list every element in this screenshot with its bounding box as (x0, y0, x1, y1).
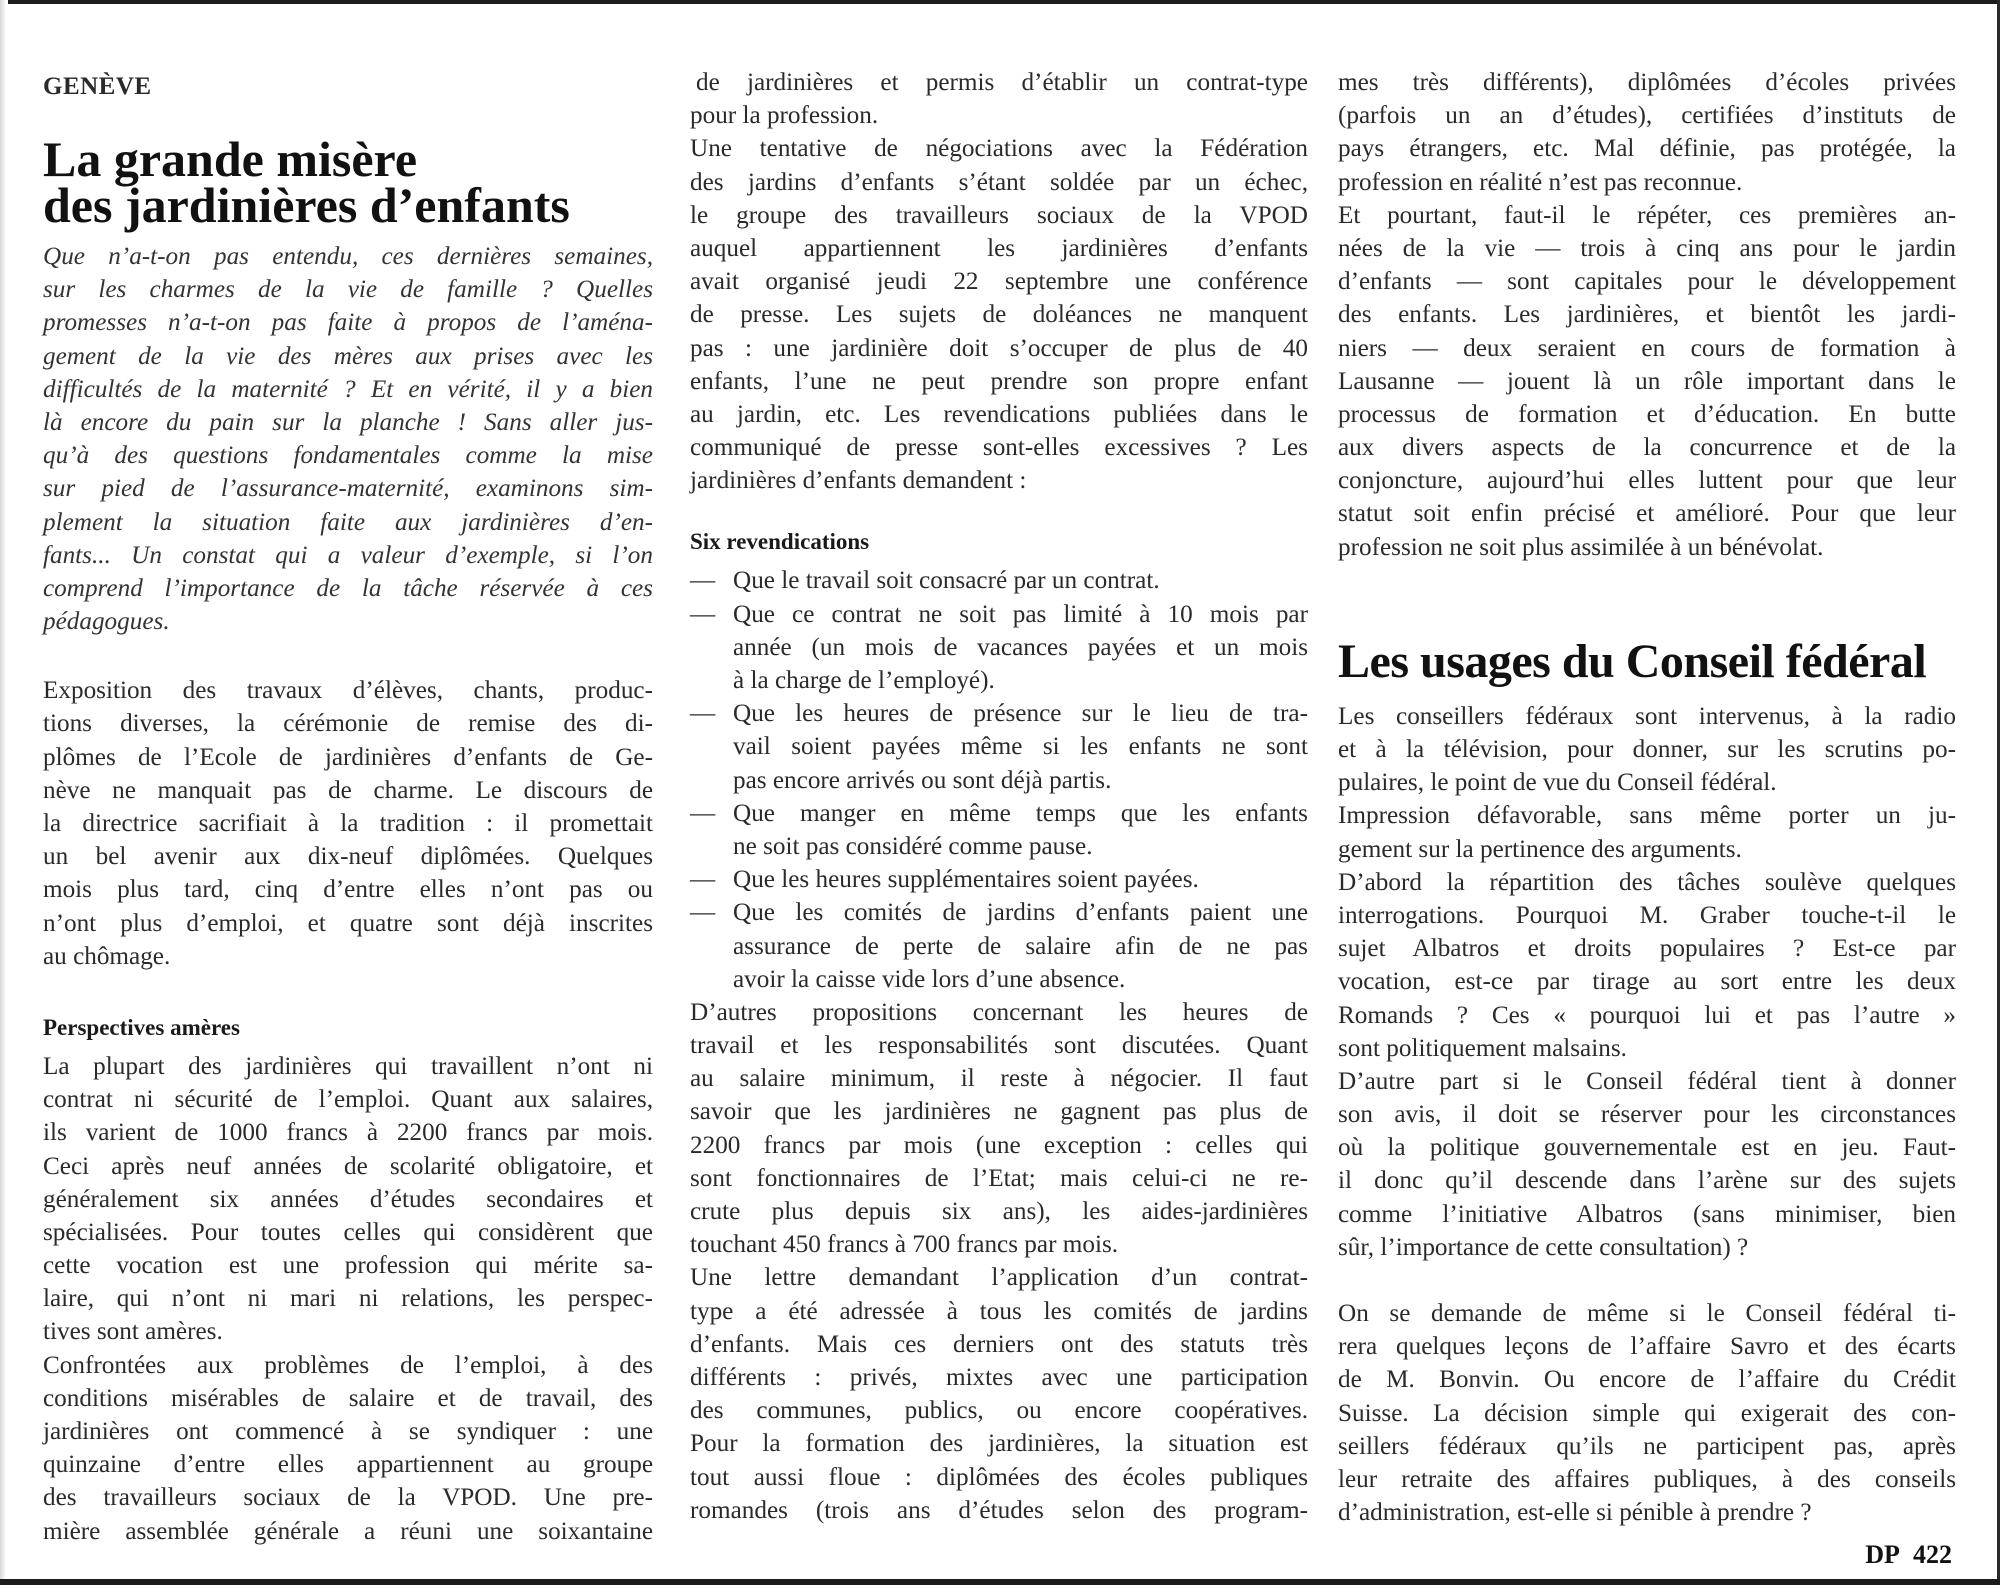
article2-paragraph-2 (1338, 799, 1956, 865)
text-line: communiqué de presse sont-elles excessives ? Les (690, 434, 1308, 462)
paragraph-continuation (1338, 66, 1956, 199)
text-line: statut soit enfin précisé et amélioré. Pour que leur (1338, 500, 1956, 528)
text-line: profession en réalité n’est pas reconnue. (1338, 168, 1743, 196)
demand-item (690, 564, 1308, 597)
text-line: conditions misérables de salaire et de travail, des (43, 1384, 653, 1412)
text-line: 2200 francs par mois (une exception : celles qui (690, 1131, 1308, 1159)
page-footer-issue: DP 422 (1865, 1540, 1952, 1569)
text-line: Suisse. La décision simple qui exigerait des con- (1338, 1399, 1956, 1427)
text-line: Que manger en même temps que les enfants (733, 799, 1308, 827)
text-line: Pour la formation des jardinières, la situation est (690, 1430, 1308, 1458)
text-line: La plupart des jardinières qui travaillent n’ont ni (43, 1052, 653, 1080)
text-line: tout aussi floue : diplômées des écoles publiques (690, 1463, 1308, 1491)
demand-item (690, 863, 1308, 896)
text-line: tions diverses, la cérémonie de remise des di- (43, 710, 653, 738)
paragraph-confrontees (43, 1349, 653, 1548)
text-line: D’autres propositions concernant les heures de (690, 998, 1308, 1026)
article2-paragraph-4 (1338, 1065, 1956, 1264)
text-line: mière assemblée générale a réuni une soixantaine (43, 1517, 653, 1545)
text-line: pulaires, le point de vue du Conseil fédéral. (1338, 769, 1777, 797)
text-line: Lausanne — jouent là un rôle important dans le (1338, 367, 1956, 395)
text-line: comme l’initiative Albatros (sans minimiser, bien (1338, 1200, 1956, 1228)
text-line: le groupe des travailleurs sociaux de la VPOD (690, 201, 1308, 229)
text-line: année (un mois de vacances payées et un mois (733, 633, 1308, 661)
text-line: avoir la caisse vide lors d’une absence. (733, 965, 1126, 993)
text-line: On se demande de même si le Conseil fédéral ti- (1338, 1300, 1956, 1327)
text-line: romandes (trois ans d’études selon des program- (690, 1496, 1308, 1524)
text-line: de presse. Les sujets de doléances ne manquent (690, 301, 1308, 329)
dash-bullet-icon: — (690, 799, 716, 827)
subheading-revendications: Six revendications (690, 529, 870, 555)
text-line: processus de formation et d’éducation. En butte (1338, 400, 1956, 428)
text-line: des travailleurs sociaux de la VPOD. Une pre- (43, 1484, 653, 1512)
paragraph-continuation (690, 66, 1308, 132)
text-line: et à la télévision, pour donner, sur les scrutins po- (1338, 736, 1956, 763)
paragraph-intro (43, 674, 653, 973)
text-line: interrogations. Pourquoi M. Graber touche-t-il le (1338, 901, 1956, 929)
text-line: pédagogues. (43, 608, 170, 636)
text-line: crute plus depuis six ans), les aides-jardinières (690, 1198, 1308, 1225)
text-line: (parfois un an d’études), certifiées d’instituts de (1338, 102, 1956, 130)
text-line: de M. Bonvin. Ou encore de l’affaire du Crédit (1338, 1366, 1956, 1394)
text-line: auquel appartiennent les jardinières d’enfants (690, 234, 1308, 262)
text-line: plement la situation faite aux jardinières d’en- (43, 508, 653, 536)
text-line: plômes de l’Ecole de jardinières d’enfants de Ge- (43, 743, 653, 771)
text-line: sujet Albatros et droits populaires ? Est-ce par (1338, 935, 1956, 963)
subheading-perspectives: Perspectives amères (43, 1014, 240, 1040)
text-line: jardinières ont commencé à se syndiquer : une (43, 1418, 653, 1445)
text-line: des jardins d’enfants s’étant soldée par un échec, (690, 168, 1308, 196)
text-line: Les conseillers fédéraux sont intervenus, à la radio (1338, 702, 1956, 730)
text-line: Que ce contrat ne soit pas limité à 10 mois par (733, 600, 1308, 628)
text-line: Que le travail soit consacré par un contrat. (733, 567, 1160, 595)
text-line: rera quelques leçons de l’affaire Savro et des écarts (1338, 1333, 1956, 1361)
text-line: sont politiquement malsains. (1338, 1034, 1627, 1062)
text-line: nées de la vie — trois à cinq ans pour le jardin (1338, 234, 1956, 262)
text-line: niers — deux seraient en cours de formation à (1338, 334, 1956, 362)
text-line: seillers fédéraux qu’ils ne participent pas, après (1338, 1432, 1956, 1460)
text-line: savoir que les jardinières ne gagnent pas plus de (690, 1098, 1308, 1126)
text-line: ils varient de 1000 francs à 2200 francs par mois. (43, 1119, 653, 1147)
text-line: Une lettre demandant l’application d’un contrat- (690, 1264, 1308, 1292)
page-edge-bottom (0, 1579, 2000, 1585)
text-line: pas : une jardinière doit s’occuper de plus de 40 (690, 334, 1308, 362)
text-line: Impression défavorable, sans même porter un ju- (1338, 802, 1956, 830)
article2-paragraph-1 (1338, 700, 1956, 800)
article-headline (43, 131, 653, 233)
text-line: jardinières d’enfants demandent : (690, 467, 1027, 495)
text-line: vail soient payées même si les enfants ne sont (733, 733, 1308, 761)
text-line: Que n’a-t-on pas entendu, ces dernières semaines, (43, 243, 653, 270)
text-line: sur les charmes de la vie de famille ? Quelles (43, 276, 653, 304)
dash-bullet-icon: — (690, 600, 716, 628)
column-2 (690, 66, 1308, 1527)
paragraph-autres (690, 996, 1308, 1262)
text-line: leur retraite des affaires publiques, à des conseils (1338, 1465, 1956, 1493)
text-line: sur pied de l’assurance-maternité, examinons sim- (43, 475, 653, 503)
text-line: assurance de perte de salaire afin de ne pas (733, 932, 1308, 960)
text-line: sûr, l’importance de cette consultation) ? (1338, 1233, 1749, 1261)
text-line: généralement six années d’études secondaires et (43, 1185, 653, 1213)
text-line: là encore du pain sur la planche ! Sans aller jus- (43, 408, 653, 436)
text-line: profession ne soit plus assimilée à un bénévolat. (1338, 533, 1824, 561)
text-line: aux divers aspects de la concurrence et de la (1338, 434, 1956, 462)
paragraph-tentative (690, 132, 1308, 497)
text-line: son avis, il doit se réserver pour les circonstances (1338, 1101, 1956, 1129)
text-line: quinzaine d’entre elles appartiennent au groupe (43, 1451, 653, 1479)
headline-line: La grande misère (43, 131, 418, 187)
text-line: gement de la vie des mères aux prises avec les (43, 342, 653, 370)
text-line: pays étrangers, etc. Mal définie, pas protégée, la (1338, 135, 1956, 163)
text-line: Une tentative de négociations avec la Fédération (690, 135, 1308, 163)
dash-bullet-icon: — (690, 866, 716, 894)
text-line: sont fonctionnaires de l’Etat; mais celui-ci ne re- (690, 1164, 1308, 1192)
dash-bullet-icon: — (690, 567, 716, 595)
text-line: des communes, publics, ou encore coopératives. (690, 1397, 1308, 1425)
text-line: Que les comités de jardins d’enfants paient une (733, 899, 1308, 927)
text-line: mois plus tard, cinq d’entre elles n’ont pas ou (43, 876, 653, 904)
text-line: au jardin, etc. Les revendications publiées dans le (690, 400, 1308, 428)
text-line: comprend l’importance de la tâche réservée à ces (43, 574, 653, 602)
text-line: Romands ? Ces « pourquoi lui et pas l’autre » (1338, 1001, 1956, 1029)
text-line: au salaire minimum, il reste à négocier. Il faut (690, 1065, 1308, 1093)
article2-paragraph-5 (1338, 1297, 1956, 1529)
headline-line: des jardinières d’enfants (43, 177, 570, 233)
demand-item (690, 598, 1308, 698)
text-line: avait organisé jeudi 22 septembre une conférence (690, 268, 1308, 296)
demand-item (690, 896, 1308, 996)
text-line: spécialisées. Pour toutes celles qui considèrent que (43, 1218, 653, 1246)
text-line: un bel avenir aux dix-neuf diplômées. Quelques (43, 843, 653, 871)
text-line: Que les heures supplémentaires soient payées. (733, 866, 1199, 894)
article-lead (43, 240, 653, 638)
text-line: pas encore arrivés ou sont déjà partis. (733, 766, 1112, 794)
column-1 (43, 66, 653, 1548)
text-line: D’autre part si le Conseil fédéral tient à donner (1338, 1067, 1956, 1095)
text-line: cette vocation est une profession qui mérite sa- (43, 1252, 653, 1280)
text-line: difficultés de la maternité ? Et en vérité, il y a bien (43, 375, 653, 403)
text-line: Et pourtant, faut-il le répéter, ces premières an- (1338, 201, 1956, 229)
text-line: laire, qui n’ont ni mari ni relations, les perspec- (43, 1285, 653, 1313)
text-line: Exposition des travaux d’élèves, chants, produc- (43, 677, 653, 705)
text-line: d’enfants. Mais ces derniers ont des statuts très (690, 1330, 1308, 1358)
text-line: D’abord la répartition des tâches soulève quelques (1338, 868, 1956, 896)
text-line: nève ne manquait pas de charme. Le discours de (43, 776, 653, 804)
text-line: Ceci après neuf années de scolarité obligatoire, et (43, 1152, 653, 1180)
text-line: à la charge de l’employé). (733, 667, 995, 694)
section-kicker: GENÈVE (43, 73, 152, 100)
paragraph-perspectives (43, 1050, 653, 1349)
paragraph-lettre (690, 1261, 1308, 1527)
text-line: d’enfants — sont capitales pour le développement (1338, 268, 1956, 296)
text-line: différents : privés, mixtes avec une participation (690, 1363, 1308, 1391)
demands-list (690, 564, 1308, 995)
article2-headline: Les usages du Conseil fédéral (1338, 634, 1927, 688)
page-edge-top (8, 0, 2000, 4)
text-line: touchant 450 francs à 700 francs par mois. (690, 1231, 1119, 1259)
text-line: enfants, l’une ne peut prendre son propre enfant (690, 367, 1308, 395)
text-line: Confrontées aux problèmes de l’emploi, à des (43, 1351, 653, 1379)
text-line: ne soit pas considéré comme pause. (733, 832, 1093, 860)
text-line: gement sur la pertinence des arguments. (1338, 835, 1742, 863)
text-line: d’administration, est-elle si pénible à prendre ? (1338, 1499, 1812, 1527)
text-line: au chômage. (43, 942, 171, 970)
text-line: fants... Un constat qui a valeur d’exemple, si l’on (43, 541, 653, 569)
demand-item (690, 797, 1308, 863)
article2-paragraph-3 (1338, 866, 1956, 1065)
dash-bullet-icon: — (690, 899, 716, 927)
text-line: la directrice sacrifiait à la tradition : il promettait (43, 810, 653, 837)
text-line: contrat ni sécurité de l’emploi. Quant aux salaires, (43, 1086, 653, 1114)
dash-bullet-icon: — (690, 700, 716, 728)
text-line: qu’à des questions fondamentales comme la mise (43, 442, 653, 470)
text-line: mes très différents), diplômées d’écoles privées (1338, 69, 1956, 96)
text-line: conjoncture, aujourd’hui elles luttent pour que leur (1338, 467, 1956, 495)
text-line: vocation, est-ce par tirage au sort entre les deux (1338, 968, 1956, 996)
text-line: n’ont plus d’emploi, et quatre sont déjà inscrites (43, 909, 653, 937)
text-line: promesses n’a-t-on pas faite à propos de l’aména- (43, 309, 653, 337)
text-line: travail et les responsabilités sont discutées. Quant (690, 1032, 1308, 1060)
page-edge-left (0, 0, 6, 1585)
column-3 (1338, 66, 1956, 1529)
paragraph-pourtant (1338, 199, 1956, 564)
text-line: pour la profession. (690, 102, 879, 130)
text-line: de jardinières et permis d’établir un contrat-type (696, 69, 1308, 96)
text-line: où la politique gouvernementale est en jeu. Faut- (1338, 1134, 1956, 1162)
demand-item (690, 697, 1308, 797)
text-line: des enfants. Les jardinières, et bientôt les jardi- (1338, 301, 1956, 329)
text-line: il donc qu’il descende dans l’arène sur des sujets (1338, 1167, 1956, 1195)
text-line: tives sont amères. (43, 1318, 223, 1346)
text-line: type a été adressée à tous les comités de jardins (690, 1297, 1308, 1325)
text-line: Que les heures de présence sur le lieu de tra- (733, 700, 1308, 728)
